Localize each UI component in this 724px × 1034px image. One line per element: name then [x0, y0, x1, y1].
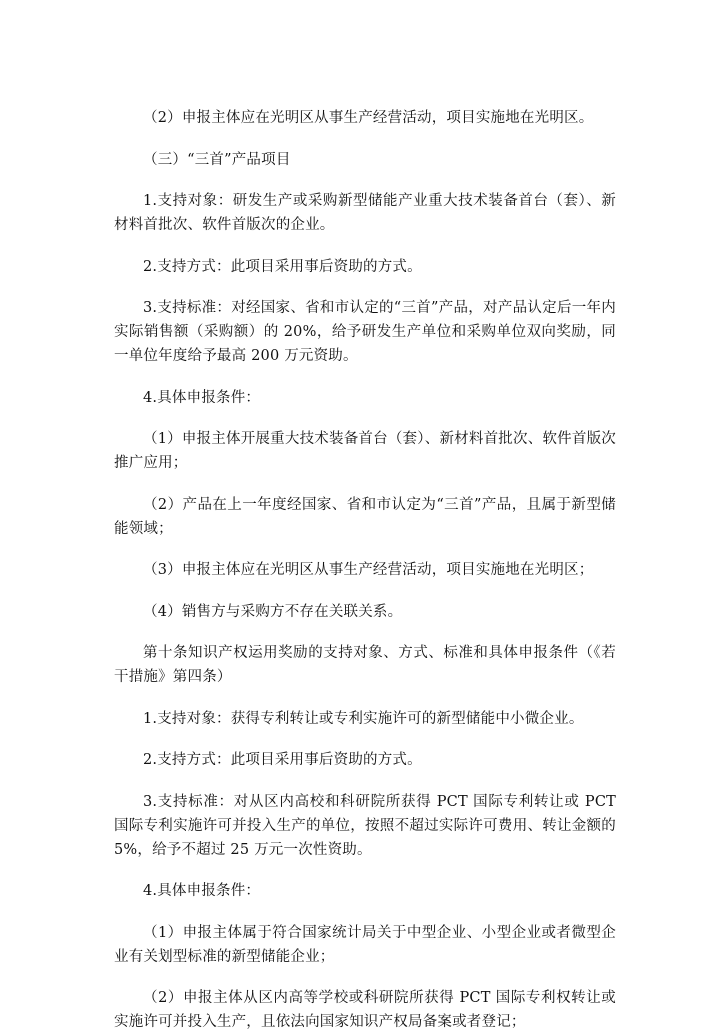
paragraph-condition-2-1: （1）申报主体属于符合国家统计局关于中型企业、小型企业或者微型企业有关划型标准的新型储能企业； [114, 924, 616, 965]
paragraph-condition-1-1: （1）申报主体开展重大技术装备首台（套）、新材料首批次、软件首版次推广应用； [114, 431, 616, 471]
paragraph-support-standard-2: 3.支持标准：对从区内高校和科研院所获得 PCT 国际专利转让或 PCT 国际专利实施许可并投入生产的单位，按照不超过实际许可费用、转让金额的 5%，给予不超过 25 万元一次性资助。 [114, 793, 616, 858]
paragraph-support-standard-1: 3.支持标准：对经国家、省和市认定的“三首”产品，对产品认定后一年内实际销售额（采购额）的 20%，给予研发生产单位和采购单位双向奖励，同一单位年度给予最高 200 万元资助。 [114, 300, 616, 364]
paragraph-condition-1-3: （3）申报主体应在光明区从事生产经营活动，项目实施地在光明区； [143, 562, 594, 578]
heading-three-firsts-project: （三）“三首”产品项目 [143, 151, 291, 168]
paragraph-support-target-2: 1.支持对象：获得专利转让或专利实施许可的新型储能中小微企业。 [143, 710, 584, 727]
paragraph-support-method-2: 2.支持方式：此项目采用事后资助的方式。 [143, 752, 422, 768]
paragraph-eligibility-location-1: （2）申报主体应在光明区从事生产经营活动，项目实施地在光明区。 [143, 110, 594, 126]
paragraph-conditions-heading-1: 4.具体申报条件： [143, 389, 261, 406]
paragraph-condition-1-2: （2）产品在上一年度经国家、省和市认定为“三首”产品，且属于新型储能领域； [114, 496, 616, 537]
paragraph-condition-2-2: （2）申报主体从区内高等学校或科研院所获得 PCT 国际专利权转让或实施许可并投入生产，且依法向国家知识产权局备案或者登记； [114, 990, 616, 1030]
paragraph-condition-1-4: （4）销售方与采购方不存在关联关系。 [143, 603, 403, 620]
heading-article-ten: 第十条知识产权运用奖励的支持对象、方式、标准和具体申报条件（《若干措施》第四条） [114, 645, 616, 685]
paragraph-support-method-1: 2.支持方式：此项目采用事后资助的方式。 [143, 258, 422, 275]
paragraph-support-target-1: 1.支持对象：研发生产或采购新型储能产业重大技术装备首台（套）、新材料首批次、软件首版次的企业。 [114, 193, 616, 233]
paragraph-conditions-heading-2: 4.具体申报条件： [143, 883, 261, 899]
